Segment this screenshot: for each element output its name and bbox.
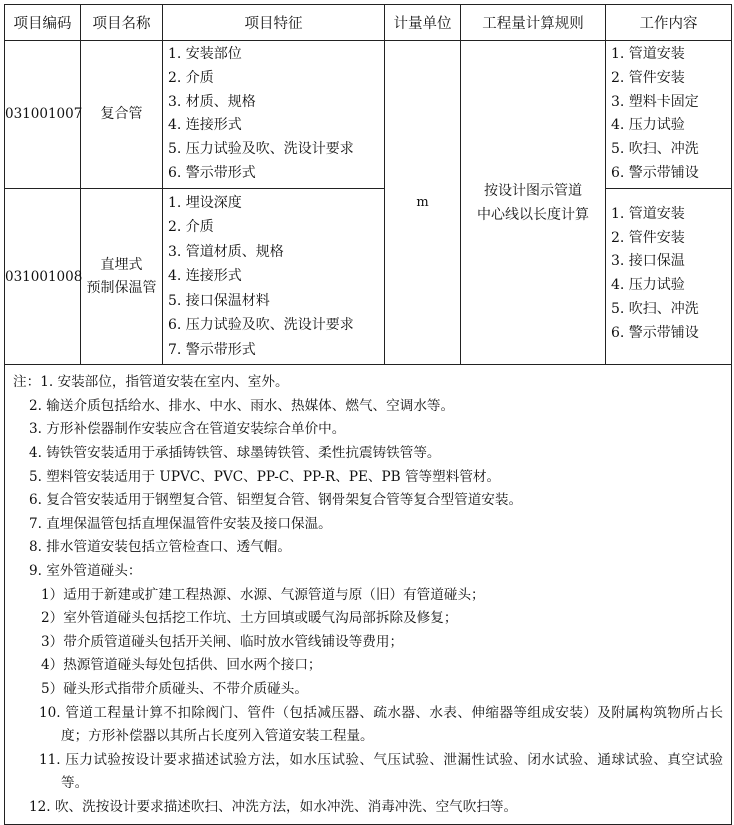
note-subitem: 1）适用于新建或扩建工程热源、水源、气源管道与原（旧）有管道碰头； <box>41 586 485 603</box>
feature-item: 5. 压力试验及吹、洗设计要求 <box>168 141 354 158</box>
note-subitem: 4）热源管道碰头每处包括供、回水两个接口； <box>41 657 322 674</box>
feature-item: 5. 接口保温材料 <box>168 292 270 309</box>
header-item-code: 项目编码 <box>5 5 81 41</box>
note-subitem: 5）碰头形式指带介质碰头、不带介质碰头。 <box>41 681 308 697</box>
item-name-line: 预制保温管 <box>86 279 157 296</box>
feature-item: 3. 管道材质、规格 <box>168 243 284 260</box>
note-item: 3. 方形补偿器制作安装应含在管道安装综合单价中。 <box>29 421 346 438</box>
note-item: 8. 排水管道安装包括立管检查口、透气帽。 <box>29 539 291 556</box>
table-row-composite-pipe <box>5 41 732 189</box>
note-subitem: 2）室外管道碰头包括挖工作坑、土方回填或暖气沟局部拆除及修复； <box>41 610 458 627</box>
feature-item: 3. 材质、规格 <box>168 93 256 110</box>
calc-rule-cell <box>461 41 606 365</box>
feature-item: 2. 介质 <box>168 219 214 236</box>
work-item: 6. 警示带铺设 <box>611 324 699 341</box>
features-cell <box>163 188 385 365</box>
feature-item: 6. 压力试验及吹、洗设计要求 <box>168 317 354 334</box>
feature-item: 1. 埋设深度 <box>168 194 242 211</box>
table-row-insulated-pipe <box>5 188 732 365</box>
note-item: 注：1. 安装部位，指管道安装在室内、室外。 <box>13 374 289 391</box>
note-item: 5. 塑料管安装适用于 UPVC、PVC、PP-C、PP-R、PE、PB 管等塑料管材。 <box>29 468 501 485</box>
item-code-cell: 031001008 <box>5 188 81 365</box>
note-item: 9. 室外管道碰头： <box>29 563 142 580</box>
feature-item: 6. 警示带形式 <box>168 164 256 181</box>
calc-rule-line: 中心线以长度计算 <box>477 206 589 223</box>
unit-cell: m <box>385 41 461 365</box>
notes-prefix: 注： <box>13 374 41 391</box>
work-item: 3. 接口保温 <box>611 253 685 270</box>
feature-item: 1. 安装部位 <box>168 46 242 62</box>
work-item: 2. 管件安装 <box>611 69 685 86</box>
work-item: 6. 警示带铺设 <box>611 164 699 181</box>
work-item: 5. 吹扫、冲洗 <box>611 300 699 317</box>
feature-item: 2. 介质 <box>168 69 214 86</box>
note-item: 12. 吹、洗按设计要求描述吹扫、冲洗方法，如水冲洗、消毒冲洗、空气吹扫等。 <box>29 798 518 815</box>
work-content-cell <box>606 41 732 189</box>
work-item: 3. 塑料卡固定 <box>611 93 699 110</box>
work-item: 1. 管道安装 <box>611 46 685 62</box>
note-item: 4. 铸铁管安装适用于承插铸铁管、球墨铸铁管、柔性抗震铸铁管等。 <box>29 445 441 462</box>
specification-table <box>4 4 732 825</box>
header-item-features: 项目特征 <box>163 5 385 41</box>
header-unit: 计量单位 <box>385 5 461 41</box>
work-item: 4. 压力试验 <box>611 117 685 134</box>
header-work-content: 工作内容 <box>606 5 732 41</box>
note-item: 2. 输送介质包括给水、排水、中水、雨水、热媒体、燃气、空调水等。 <box>29 397 455 414</box>
feature-item: 4. 连接形式 <box>168 268 242 285</box>
item-name-line: 直埋式 <box>100 256 143 273</box>
header-calc-rule: 工程量计算规则 <box>461 5 606 41</box>
item-name-cell: 复合管 <box>81 41 163 189</box>
header-row <box>5 5 732 41</box>
features-cell <box>163 41 385 189</box>
header-item-name: 项目名称 <box>81 5 163 41</box>
note-subitem: 3）带介质管道碰头包括开关闸、临时放水管线铺设等费用； <box>41 633 404 650</box>
note-item: 7. 直埋保温管包括直埋保温管件安装及接口保温。 <box>29 515 332 532</box>
item-code-cell: 031001007 <box>5 41 81 189</box>
calc-rule-line: 按设计图示管道 <box>484 182 582 199</box>
feature-item: 4. 连接形式 <box>168 117 242 134</box>
note-item: 10. 管道工程量计算不扣除阀门、管件（包括减压器、疏水器、水表、伸缩器等组成安装）及附属构筑物所占长度；方形补偿器以其所占长度列入管道安装工程量。 <box>39 704 723 745</box>
work-item: 4. 压力试验 <box>611 277 685 294</box>
work-content-cell <box>606 188 732 365</box>
feature-item: 7. 警示带形式 <box>168 341 256 358</box>
work-item: 2. 管件安装 <box>611 229 685 246</box>
work-item: 5. 吹扫、冲洗 <box>611 141 699 158</box>
notes-cell <box>5 365 732 824</box>
item-name-cell <box>81 188 163 365</box>
work-item: 1. 管道安装 <box>611 205 685 222</box>
note-item: 6. 复合管安装适用于钢塑复合管、铝塑复合管、钢骨架复合管等复合型管道安装。 <box>29 492 523 509</box>
note-item: 11. 压力试验按设计要求描述试验方法，如水压试验、气压试验、泄漏性试验、闭水试验、通球试验、真空试验等。 <box>39 751 723 792</box>
notes-row <box>5 365 732 824</box>
